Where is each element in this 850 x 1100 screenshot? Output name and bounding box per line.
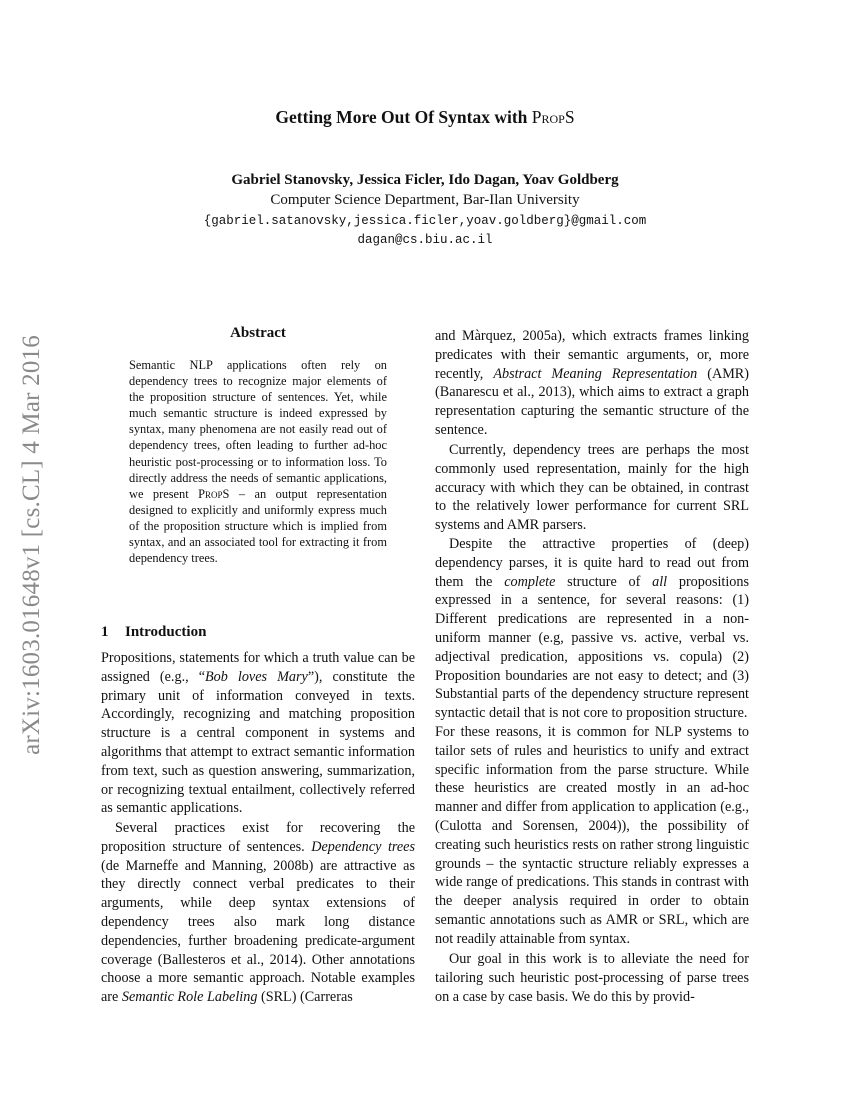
author-emails: {gabriel.satanovsky,jessica.ficler,yoav.goldberg}@gmail.com <box>203 214 647 228</box>
right-paragraph-1 <box>435 327 749 440</box>
section-heading-introduction <box>101 624 206 641</box>
intro-paragraph-2 <box>101 819 415 1007</box>
emphasis-term: complete <box>504 573 556 590</box>
arxiv-sidebar <box>8 300 56 790</box>
author-list: Gabriel Stanovsky, Jessica Ficler, Ido Dagan, Yoav Goldberg <box>231 172 619 188</box>
emphasis-term: Semantic Role Labeling <box>121 989 258 1006</box>
title-text: Getting More Out Of Syntax with <box>275 107 532 127</box>
arxiv-identifier: arXiv:1603.01648v1 [cs.CL] 4 Mar 2016 <box>18 335 45 755</box>
text-run: (de Marneffe and Manning, 2008b) are attractive as they directly connect verbal predicates to their arguments, while deep syntax extensions of dependency trees also mark long distance dependencies, further broadening predicate-argument coverage (Ballesteros et al., 2014). Other annotations choose a more semantic approach. Notable examples are <box>101 857 415 1006</box>
example-sentence: Bob loves Mary <box>205 668 308 685</box>
abstract-heading: Abstract <box>230 325 286 341</box>
abstract-system-name: PropS <box>198 486 230 501</box>
affiliation: Computer Science Department, Bar-Ilan University <box>270 192 580 208</box>
text-run: Propositions, statements for which a truth value can be assigned (e.g., “ <box>101 650 415 685</box>
section-title: Introduction <box>125 624 207 640</box>
right-paragraph-2: Currently, dependency trees are perhaps the most commonly used representation, mainly for the high accuracy with which they can be obtained, in contrast to the relatively lower performance for current SRL systems and AMR parsers. <box>435 442 749 534</box>
text-run: propositions expressed in a sentence, for several reasons: (1) Different predications are represented in a non-uniform manner (e.g, passive vs. active, verbal vs. adjectival predication, appositions vs. copula) (2) Proposition boundaries are not easy to detect; and (3) Substantial parts of the dependency structure represent syntactic detail that is not core to proposition structure. <box>435 573 750 722</box>
intro-paragraph-1 <box>101 649 415 818</box>
title-system-name: PropS <box>531 107 575 127</box>
section-number: 1 <box>101 624 109 640</box>
right-paragraph-3 <box>435 535 749 723</box>
right-paragraph-5: Our goal in this work is to alleviate the need for tailoring such heuristic post-processing of parse trees on a case by case basis. We do this by provid- <box>435 951 749 1005</box>
abstract-text-part: Semantic NLP applications often rely on dependency trees to recognize major elements of the proposition structure of sentences. Yet, while much semantic structure is indeed expressed by syntax, many phenomena are not easily read out of dependency trees, often leading to further ad-hoc heuristic post-processing or to information loss. To directly address the needs of semantic applications, we present <box>129 358 387 501</box>
text-run: Several practices exist for recovering the proposition structure of sentences. <box>101 820 415 855</box>
abstract-text-part: – an output representation designed to explicitly and uniformly express much of the proposition structure which is implied from syntax, and an associated tool for extracting it from dependency trees. <box>129 486 387 566</box>
emphasis-term: Dependency trees <box>311 838 415 855</box>
right-paragraph-4: For these reasons, it is common for NLP systems to tailor sets of rules and heuristics to unify and extract specific information from the parse structure. While these heuristics are created mostly in an ad-hoc manner and differ from application to application (e.g., (Culotta and Sorensen, 2004)), the possibility of creating such heuristics rests on rather strong linguistic grounds – the syntactic structure reliably expresses a wide range of predications. This stands in contrast with the deeper analysis required in order to obtain semantic annotations such as AMR or SRL, which are not readily attainable from syntax. <box>435 724 749 947</box>
text-run: (AMR) (Banarescu et al., 2013), which aims to extract a graph representation capturing the semantic structure of the sentence. <box>435 365 749 438</box>
paper-title <box>0 107 850 128</box>
text-run: (SRL) (Carreras <box>257 989 353 1006</box>
emphasis-term: all <box>652 573 668 590</box>
abstract-body <box>129 357 387 566</box>
emphasis-term: Abstract Meaning Representation <box>493 365 698 382</box>
author-email-dagan: dagan@cs.biu.ac.il <box>357 233 493 247</box>
text-run: structure of <box>555 573 653 590</box>
text-run: ”), constitute the primary unit of information conveyed in texts. Accordingly, recognizing and matching proposition structure is a central component in systems and algorithms that attempt to extract semantic information from text, such as question answering, summarization, or recognizing textual entailment, collectively referred as semantic applications. <box>101 668 415 817</box>
text-run: Despite the attractive properties of (deep) dependency parses, it is quite hard to read out from them the <box>435 536 749 590</box>
text-run: and Màrquez, 2005a), which extracts frames linking predicates with their semantic arguments, or, more recently, <box>435 328 749 382</box>
